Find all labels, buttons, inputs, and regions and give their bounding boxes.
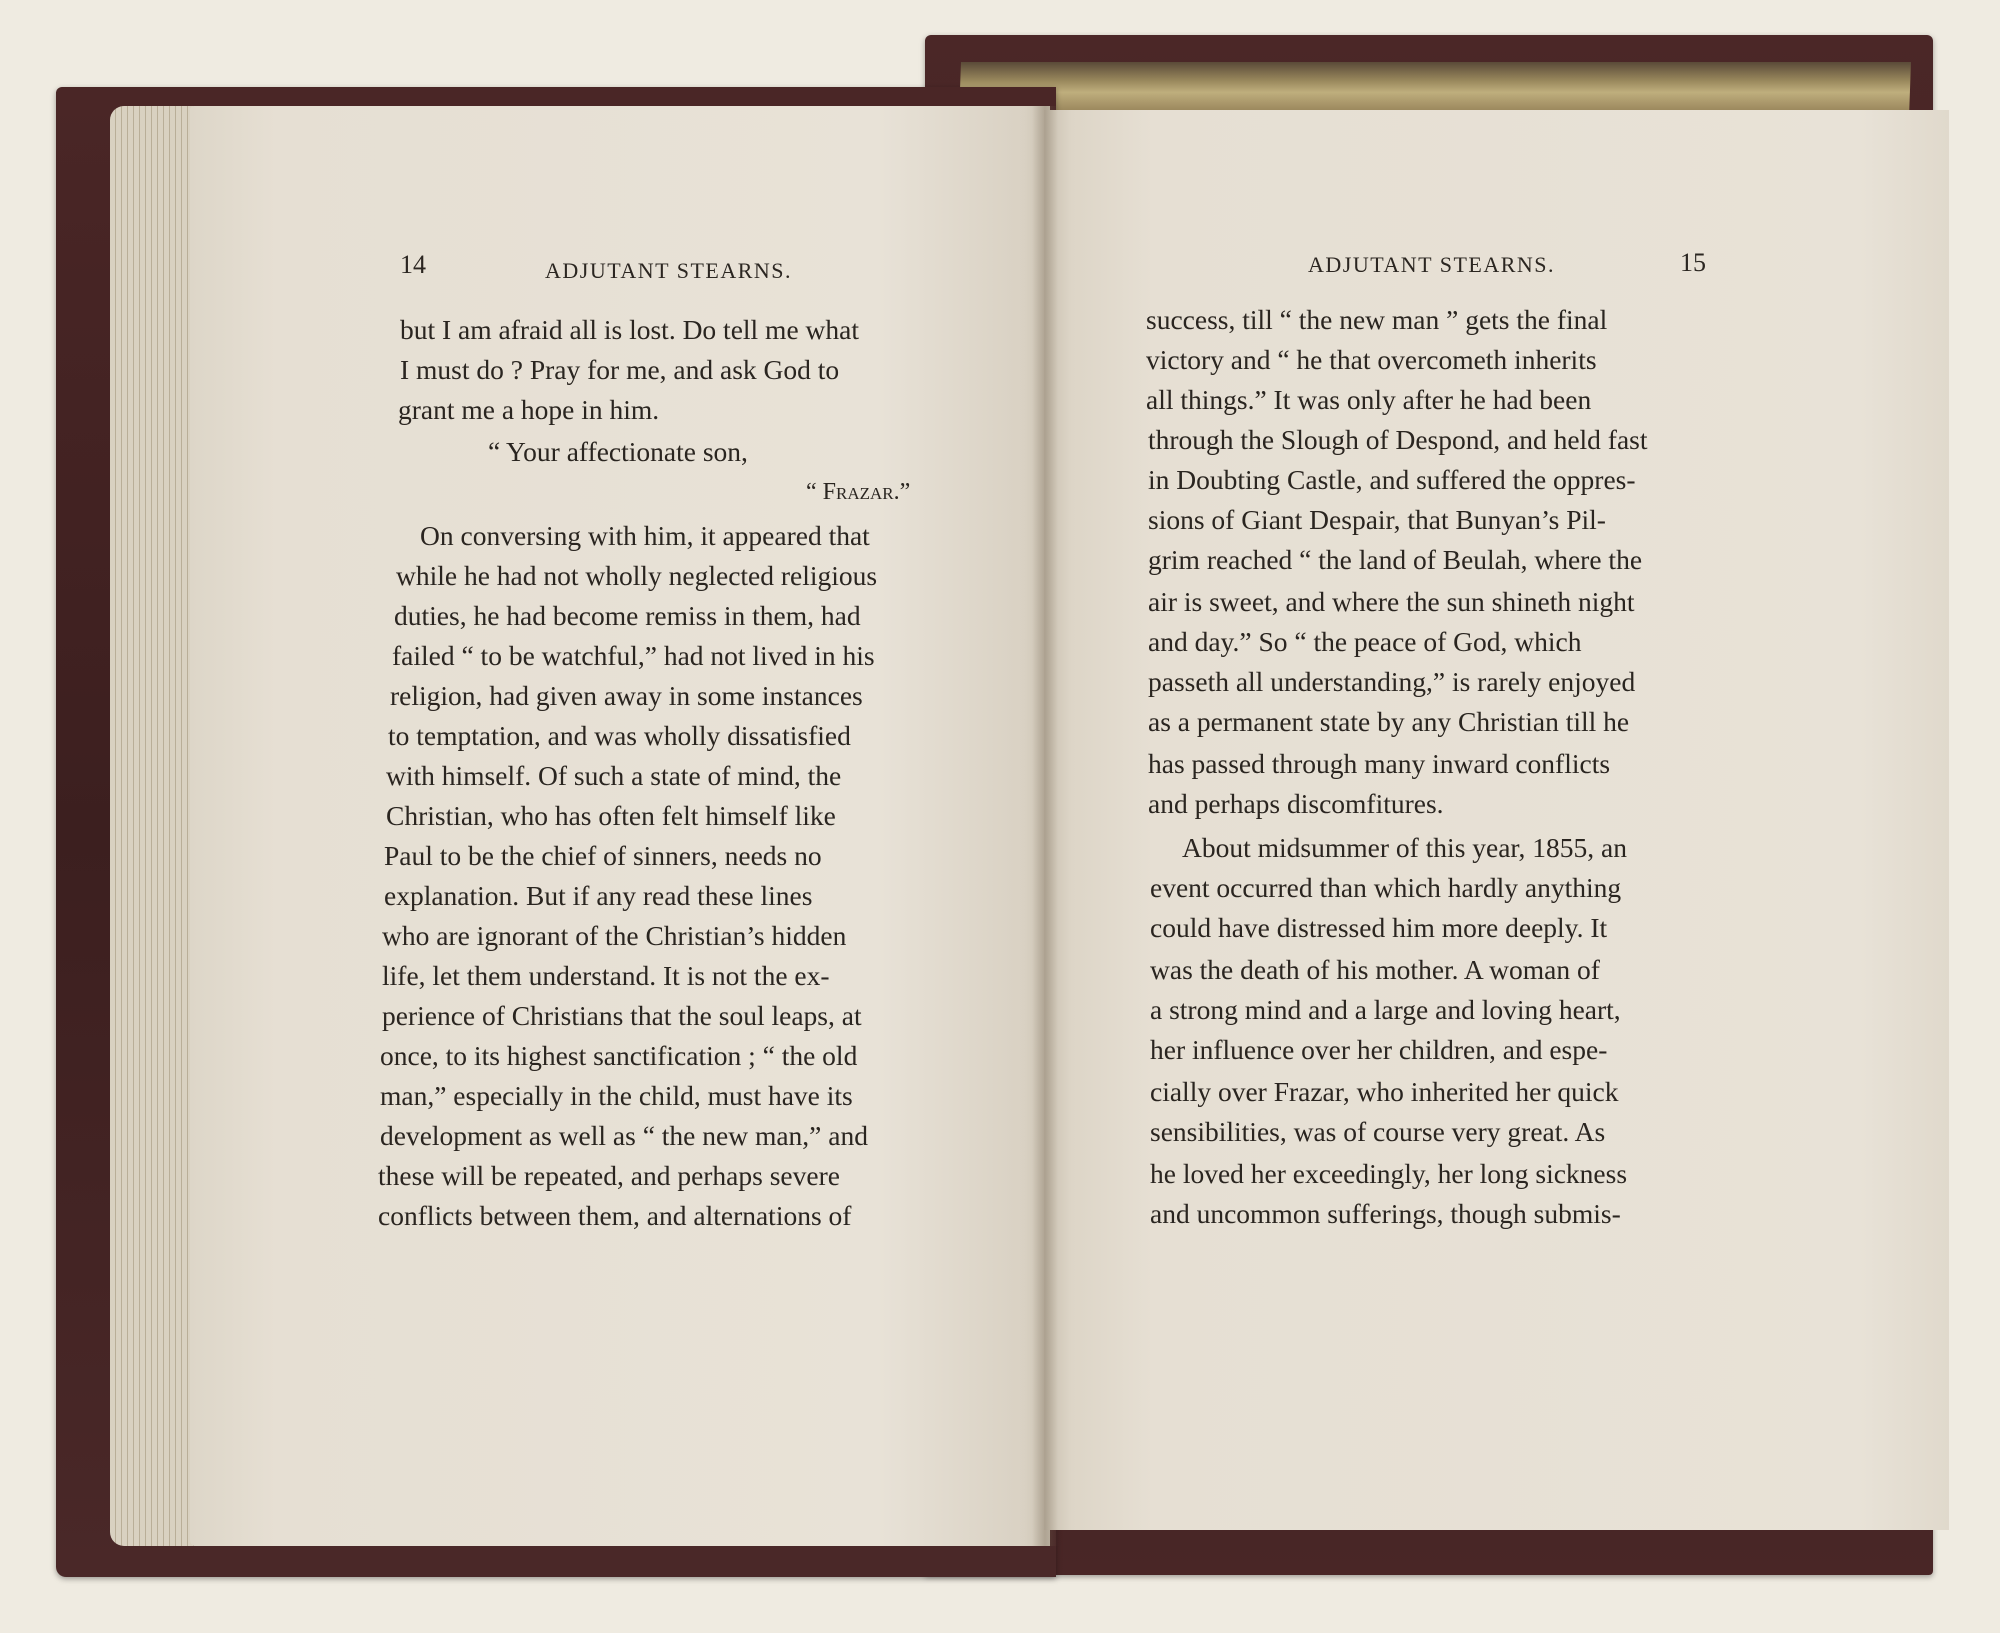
text-line: I must do ? Pray for me, and ask God to — [400, 354, 840, 385]
gilt-page-edge — [959, 62, 1911, 117]
text-line: a strong mind and a large and loving heart, — [1150, 994, 1621, 1025]
text-line: event occurred than which hardly anything — [1150, 872, 1622, 903]
text-line: grant me a hope in him. — [398, 394, 660, 425]
text-line: has passed through many inward conflicts — [1148, 748, 1611, 779]
text-line: was the death of his mother. A woman of — [1150, 954, 1600, 985]
text-line: and day.” So “ the peace of God, which — [1148, 626, 1582, 657]
text-line: Paul to be the chief of sinners, needs no — [384, 840, 822, 871]
text-line: victory and “ he that overcometh inherits — [1146, 344, 1597, 375]
text-line: and perhaps discomfitures. — [1148, 788, 1444, 819]
left-running-head: ADJUTANT STEARNS. — [545, 258, 793, 283]
right-running-head: ADJUTANT STEARNS. — [1308, 252, 1556, 277]
text-line: Christian, who has often felt himself like — [386, 800, 836, 831]
text-line: grim reached “ the land of Beulah, where the — [1148, 544, 1643, 575]
text-line: in Doubting Castle, and suffered the oppres- — [1148, 464, 1636, 495]
text-line: success, till “ the new man ” gets the final — [1146, 304, 1608, 335]
text-line: man,” especially in the child, must have its — [380, 1080, 853, 1111]
text-line: to temptation, and was wholly dissatisfied — [388, 720, 851, 751]
text-line: failed “ to be watchful,” had not lived in his — [392, 640, 875, 671]
text-line: conflicts between them, and alternations of — [378, 1200, 852, 1231]
text-line: “ Your affectionate son, — [488, 436, 748, 467]
text-line: explanation. But if any read these lines — [384, 880, 813, 911]
text-line: perience of Christians that the soul leaps, at — [382, 1000, 862, 1031]
text-line: About midsummer of this year, 1855, an — [1182, 832, 1627, 863]
text-line: as a permanent state by any Christian till he — [1148, 706, 1630, 737]
text-line: life, let them understand. It is not the ex- — [382, 960, 830, 991]
book-gutter — [1032, 106, 1058, 1546]
text-line: air is sweet, and where the sun shineth night — [1148, 586, 1635, 617]
text-line: but I am afraid all is lost. Do tell me what — [400, 314, 859, 345]
text-line: with himself. Of such a state of mind, the — [386, 760, 842, 791]
text-line: sions of Giant Despair, that Bunyan’s Pil- — [1148, 504, 1606, 535]
text-line: development as well as “ the new man,” and — [380, 1120, 868, 1151]
text-line: her influence over her children, and espe- — [1150, 1034, 1608, 1065]
signature-line: “ Frazar.” — [806, 479, 911, 505]
text-line: duties, he had become remiss in them, had — [394, 600, 861, 631]
text-line: he loved her exceedingly, her long sickness — [1150, 1158, 1628, 1189]
text-line: once, to its highest sanctification ; “ the old — [380, 1040, 858, 1071]
text-line: On conversing with him, it appeared that — [420, 520, 870, 551]
text-line: and uncommon sufferings, though submis- — [1150, 1198, 1621, 1229]
text-line: religion, had given away in some instances — [390, 680, 863, 711]
right-page-number: 15 — [1680, 248, 1706, 277]
text-line: through the Slough of Despond, and held fast — [1148, 424, 1648, 455]
text-line: all things.” It was only after he had been — [1146, 384, 1592, 415]
text-line: who are ignorant of the Christian’s hidden — [382, 920, 847, 951]
text-line: while he had not wholly neglected religious — [396, 560, 878, 591]
text-line: sensibilities, was of course very great. As — [1150, 1116, 1606, 1147]
text-line: could have distressed him more deeply. It — [1150, 912, 1608, 943]
text-line: these will be repeated, and perhaps severe — [378, 1160, 840, 1191]
left-page-number: 14 — [400, 250, 426, 279]
text-line: passeth all understanding,” is rarely enjoyed — [1148, 666, 1636, 697]
page-stack-edges — [110, 106, 200, 1546]
text-line: cially over Frazar, who inherited her quick — [1150, 1076, 1619, 1107]
